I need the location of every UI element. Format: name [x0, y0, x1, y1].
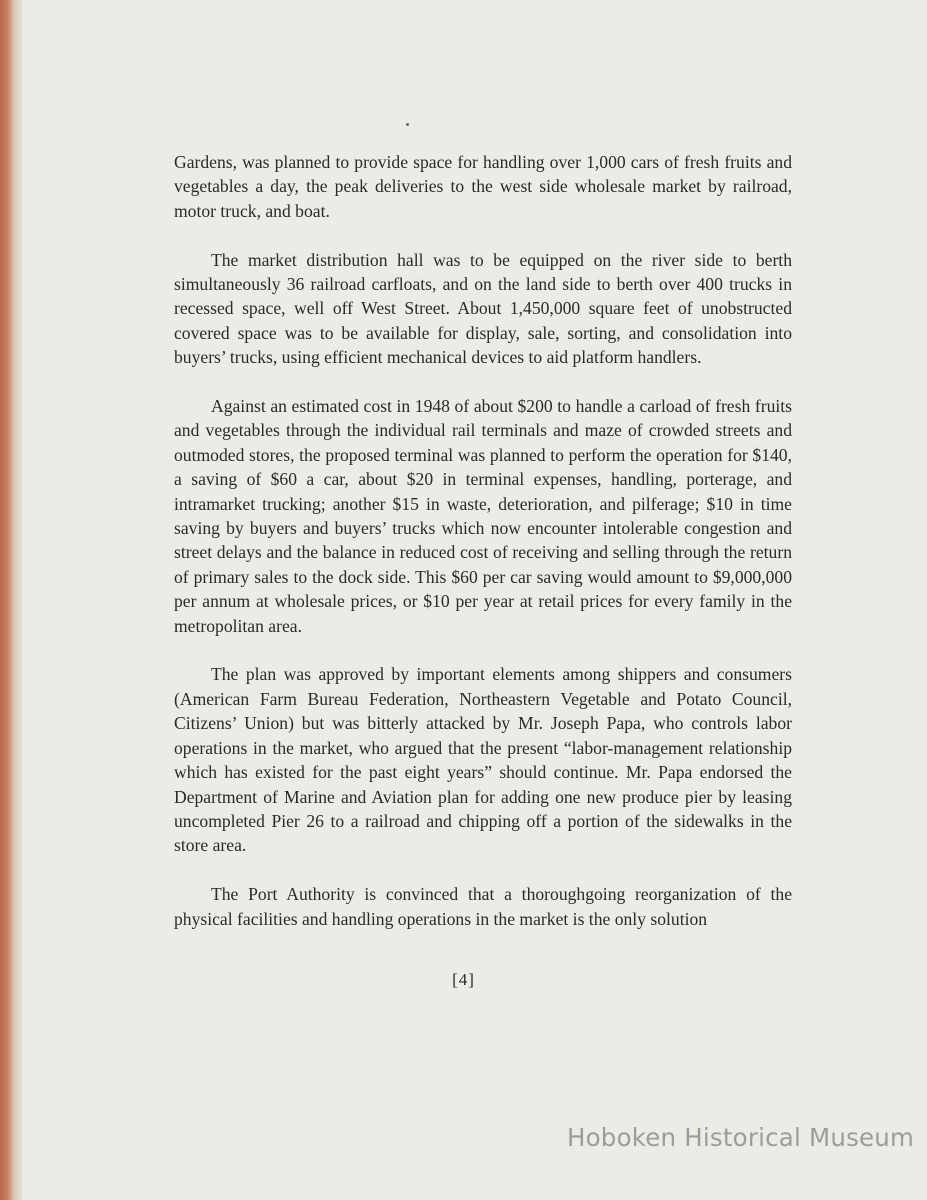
paragraph-port-authority: The Port Authority is convinced that a thoroughgoing reorganization of the physical facilities and handling operations in the market is the only solution: [174, 884, 792, 929]
paragraph-distribution-hall: The market distribution hall was to be equipped on the river side to berth simultaneously 36 railroad carfloats, and on the land side to berth over 400 trucks in recessed space, well off West Street. About 1,450,000 square feet of unobstructed covered space was to be available for display, sale, sorting, and consolidation into buyers’ trucks, using efficient mechanical devices to aid platform handlers.: [174, 249, 792, 368]
paragraph-cost-savings: Against an estimated cost in 1948 of about $200 to handle a carload of fresh fruits and vegetables through the individual rail terminals and maze of crowded streets and outmoded stores, the proposed terminal was planned to perform the operation for $140, a saving of $60 a car, about $20 in terminal expenses, handling, porterage, and intramarket trucking; another $15 in waste, deterioration, and pilferage; $10 in time saving by buyers and buyers’ trucks which now encounter intolerable congestion and street delays and the balance in reduced cost of receiving and selling through the return of primary sales to the dock side. This $60 per car saving would amount to $9,000,000 per annum at wholesale prices, or $10 per year at retail prices for every family in the metropolitan area.: [174, 396, 792, 636]
body-text: [174, 150, 792, 955]
paragraph-plan-approval: The plan was approved by important elements among shippers and consumers (American Farm Bureau Federation, Northeastern Vegetable and Potato Council, Citizens’ Union) but was bitterly attacked by Mr. Joseph Papa, who controls labor operations in the market, who argued that the present “labor-management relationship which has existed for the past eight years” should continue. Mr. Papa endorsed the Department of Marine and Aviation plan for adding one new produce pier by leasing uncompleted Pier 26 to a railroad and chipping off a portion of the sidewalks in the store area.: [174, 664, 792, 856]
museum-watermark: Hoboken Historical Museum: [567, 1123, 915, 1152]
paragraph-continuation: Gardens, was planned to provide space for handling over 1,000 cars of fresh fruits and vegetables a day, the peak deliveries to the west side wholesale market by railroad, motor truck, and boat.: [174, 152, 792, 221]
page-binding-edge: [0, 0, 22, 1200]
paper-speck: [406, 123, 409, 126]
page-number: [4]: [452, 970, 475, 989]
